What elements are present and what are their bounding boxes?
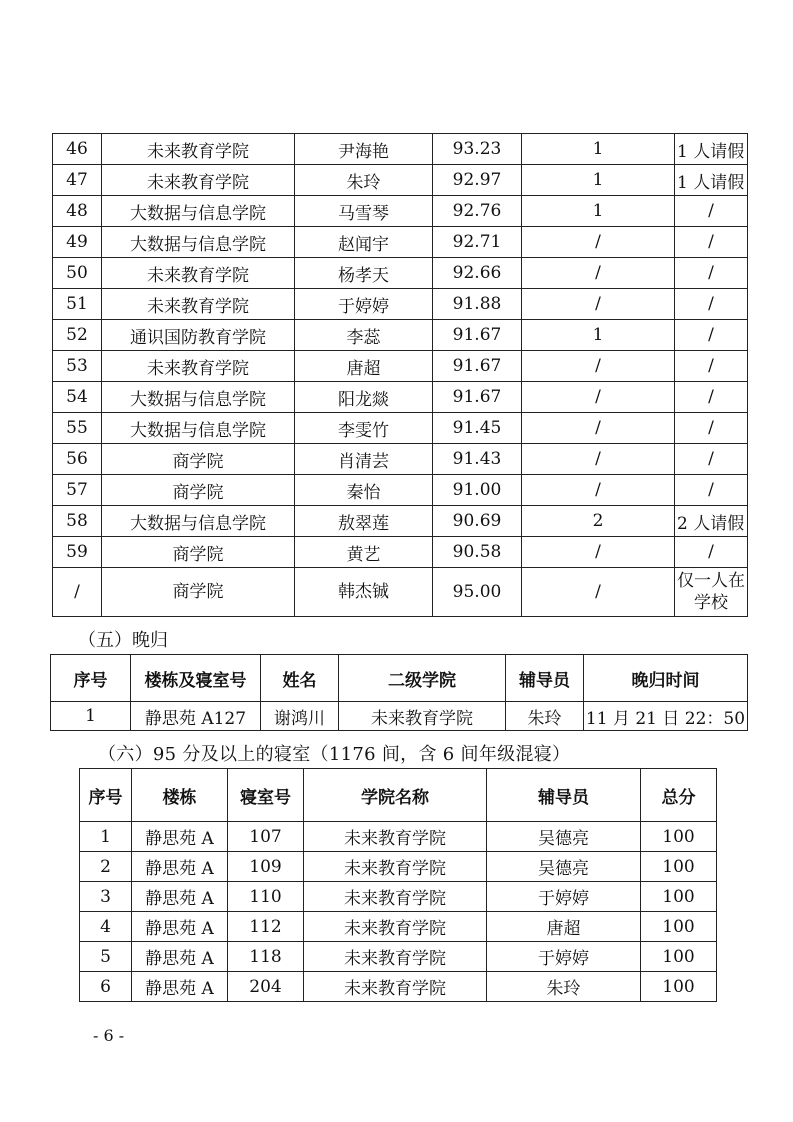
- table-cell: /: [675, 320, 748, 351]
- column-header: 辅导员: [487, 769, 641, 822]
- table-cell: /: [675, 227, 748, 258]
- column-header: 楼栋: [132, 769, 228, 822]
- table-cell: 于婷婷: [295, 289, 433, 320]
- table-cell: /: [522, 444, 675, 475]
- table-cell: 59: [53, 537, 102, 568]
- column-header: 姓名: [261, 655, 339, 702]
- table-cell: 1 人请假: [675, 134, 748, 165]
- table-cell: 100: [641, 882, 717, 912]
- section-heading-late-return: （五）晚归: [78, 630, 168, 651]
- table-cell: 118: [228, 942, 304, 972]
- table-cell: 大数据与信息学院: [102, 413, 295, 444]
- table-cell: 未来教育学院: [304, 972, 487, 1002]
- table-cell: 91.67: [433, 351, 522, 382]
- column-header: 辅导员: [506, 655, 584, 702]
- table-cell: 马雪琴: [295, 196, 433, 227]
- table-cell: 唐超: [295, 351, 433, 382]
- table-cell: 92.76: [433, 196, 522, 227]
- table-cell: 1 人请假: [675, 165, 748, 196]
- table-cell: /: [522, 382, 675, 413]
- table-cell: 未来教育学院: [102, 165, 295, 196]
- table-row: [53, 258, 748, 289]
- table-row: [51, 702, 748, 731]
- table-cell: 1: [522, 134, 675, 165]
- table-cell: /: [675, 537, 748, 568]
- table-cell: /: [675, 382, 748, 413]
- table-cell: 91.67: [433, 320, 522, 351]
- table-cell: 于婷婷: [487, 882, 641, 912]
- table-cell: 56: [53, 444, 102, 475]
- table-cell: 商学院: [102, 537, 295, 568]
- table-cell: /: [675, 258, 748, 289]
- column-header: 学院名称: [304, 769, 487, 822]
- table-cell: 92.66: [433, 258, 522, 289]
- table-row: [80, 912, 717, 942]
- table-cell: /: [522, 537, 675, 568]
- table-cell: 58: [53, 506, 102, 537]
- table-cell: 1: [522, 196, 675, 227]
- table-cell: 大数据与信息学院: [102, 227, 295, 258]
- table-cell: 韩杰铖: [295, 568, 433, 617]
- table-cell: 商学院: [102, 475, 295, 506]
- table-cell: 尹海艳: [295, 134, 433, 165]
- table-cell: /: [675, 413, 748, 444]
- table-cell: 100: [641, 912, 717, 942]
- table-cell: 6: [80, 972, 132, 1002]
- table-cell: /: [522, 475, 675, 506]
- table-cell: 2: [522, 506, 675, 537]
- table-row: [53, 382, 748, 413]
- table-cell: 53: [53, 351, 102, 382]
- table-cell: 91.88: [433, 289, 522, 320]
- table-cell: 92.97: [433, 165, 522, 196]
- table-cell: /: [675, 196, 748, 227]
- table-cell: 107: [228, 822, 304, 852]
- table-row: [53, 165, 748, 196]
- table-cell: 大数据与信息学院: [102, 506, 295, 537]
- table-cell: 91.00: [433, 475, 522, 506]
- column-header: 二级学院: [339, 655, 506, 702]
- table-cell: 92.71: [433, 227, 522, 258]
- table-row: [53, 134, 748, 165]
- table-row: [80, 972, 717, 1002]
- table-cell: 大数据与信息学院: [102, 382, 295, 413]
- table-cell: 93.23: [433, 134, 522, 165]
- table-cell: /: [522, 568, 675, 617]
- column-header: 楼栋及寝室号: [131, 655, 261, 702]
- column-header: 寝室号: [228, 769, 304, 822]
- table-cell: /: [675, 289, 748, 320]
- table-cell: 110: [228, 882, 304, 912]
- table-row: [80, 942, 717, 972]
- table-cell: 4: [80, 912, 132, 942]
- table-cell: 于婷婷: [487, 942, 641, 972]
- table-cell: 91.45: [433, 413, 522, 444]
- table-cell: 李蕊: [295, 320, 433, 351]
- table-cell: 吴德亮: [487, 822, 641, 852]
- table-cell: 阳龙燚: [295, 382, 433, 413]
- section-heading-top-dorms: （六）95 分及以上的寝室（1176 间，含 6 间年级混寝）: [98, 744, 571, 765]
- table-row: [53, 289, 748, 320]
- table-cell: 未来教育学院: [102, 258, 295, 289]
- table-cell: 未来教育学院: [339, 702, 506, 731]
- table-cell: 55: [53, 413, 102, 444]
- table-cell: 朱玲: [506, 702, 584, 731]
- table-cell: 商学院: [102, 444, 295, 475]
- table-row: [80, 822, 717, 852]
- table-cell: 静思苑 A: [132, 912, 228, 942]
- table-cell: 1: [522, 165, 675, 196]
- table-cell: /: [522, 258, 675, 289]
- table-cell: 1: [522, 320, 675, 351]
- table-cell: 57: [53, 475, 102, 506]
- table-cell: 静思苑 A: [132, 822, 228, 852]
- table-cell: 敖翠莲: [295, 506, 433, 537]
- table-cell: 90.58: [433, 537, 522, 568]
- table-cell: /: [53, 568, 102, 617]
- table-cell: 100: [641, 972, 717, 1002]
- table-cell: 未来教育学院: [102, 134, 295, 165]
- table-cell: /: [522, 227, 675, 258]
- table-row: [53, 227, 748, 258]
- table-cell: 吴德亮: [487, 852, 641, 882]
- table-row: [80, 852, 717, 882]
- table-cell: /: [675, 475, 748, 506]
- table-cell: 静思苑 A: [132, 972, 228, 1002]
- late-return-table: [50, 654, 748, 731]
- table-cell: 商学院: [102, 568, 295, 617]
- table-cell: /: [675, 351, 748, 382]
- table-cell: 204: [228, 972, 304, 1002]
- table-cell: 唐超: [487, 912, 641, 942]
- page-number: - 6 -: [93, 1026, 125, 1045]
- table-cell: /: [522, 351, 675, 382]
- table-row: [53, 320, 748, 351]
- top-dormitory-table: [79, 768, 717, 1002]
- table-cell: 2: [80, 852, 132, 882]
- table-cell: 通识国防教育学院: [102, 320, 295, 351]
- table-cell: 100: [641, 852, 717, 882]
- table-cell: 李雯竹: [295, 413, 433, 444]
- table-cell: 秦怡: [295, 475, 433, 506]
- column-header: 晚归时间: [584, 655, 748, 702]
- table-row: [53, 196, 748, 227]
- table-cell: 仅一人在学校: [675, 568, 748, 617]
- table-row: [53, 537, 748, 568]
- table-cell: 90.69: [433, 506, 522, 537]
- table-cell: 95.00: [433, 568, 522, 617]
- table-cell: 51: [53, 289, 102, 320]
- table-cell: 100: [641, 822, 717, 852]
- table-row: [53, 444, 748, 475]
- table-cell: 杨孝天: [295, 258, 433, 289]
- table-cell: 赵闻宇: [295, 227, 433, 258]
- table-cell: /: [675, 444, 748, 475]
- table-cell: 静思苑 A127: [131, 702, 261, 731]
- table-cell: 未来教育学院: [102, 351, 295, 382]
- table-cell: 朱玲: [295, 165, 433, 196]
- table-cell: 5: [80, 942, 132, 972]
- dormitory-score-table-continued: [52, 133, 748, 617]
- table-row: [53, 506, 748, 537]
- table-cell: 黄艺: [295, 537, 433, 568]
- table-cell: 未来教育学院: [304, 942, 487, 972]
- table-cell: 朱玲: [487, 972, 641, 1002]
- table-cell: 49: [53, 227, 102, 258]
- table-cell: 100: [641, 942, 717, 972]
- table-cell: /: [522, 289, 675, 320]
- table-cell: 2 人请假: [675, 506, 748, 537]
- table-cell: 11 月 21 日 22：50: [584, 702, 748, 731]
- table-row: [53, 351, 748, 382]
- table-cell: 1: [51, 702, 131, 731]
- table-cell: 谢鸿川: [261, 702, 339, 731]
- table-cell: 未来教育学院: [304, 852, 487, 882]
- table-row: [80, 882, 717, 912]
- table-cell: 静思苑 A: [132, 882, 228, 912]
- table-cell: 未来教育学院: [304, 882, 487, 912]
- table-cell: 未来教育学院: [304, 822, 487, 852]
- table-cell: 112: [228, 912, 304, 942]
- table-cell: 46: [53, 134, 102, 165]
- table-cell: 52: [53, 320, 102, 351]
- column-header: 序号: [80, 769, 132, 822]
- table-cell: 静思苑 A: [132, 852, 228, 882]
- table-cell: 91.43: [433, 444, 522, 475]
- table-cell: 1: [80, 822, 132, 852]
- table-cell: /: [522, 413, 675, 444]
- table-cell: 109: [228, 852, 304, 882]
- table-row: [53, 475, 748, 506]
- table-cell: 未来教育学院: [304, 912, 487, 942]
- table-cell: 未来教育学院: [102, 289, 295, 320]
- table-cell: 静思苑 A: [132, 942, 228, 972]
- column-header: 序号: [51, 655, 131, 702]
- table-cell: 47: [53, 165, 102, 196]
- table-row: [53, 413, 748, 444]
- table-row: [53, 568, 748, 617]
- table-cell: 3: [80, 882, 132, 912]
- table-cell: 54: [53, 382, 102, 413]
- table-cell: 91.67: [433, 382, 522, 413]
- table-cell: 大数据与信息学院: [102, 196, 295, 227]
- table-cell: 肖清芸: [295, 444, 433, 475]
- column-header: 总分: [641, 769, 717, 822]
- table-cell: 48: [53, 196, 102, 227]
- table-cell: 50: [53, 258, 102, 289]
